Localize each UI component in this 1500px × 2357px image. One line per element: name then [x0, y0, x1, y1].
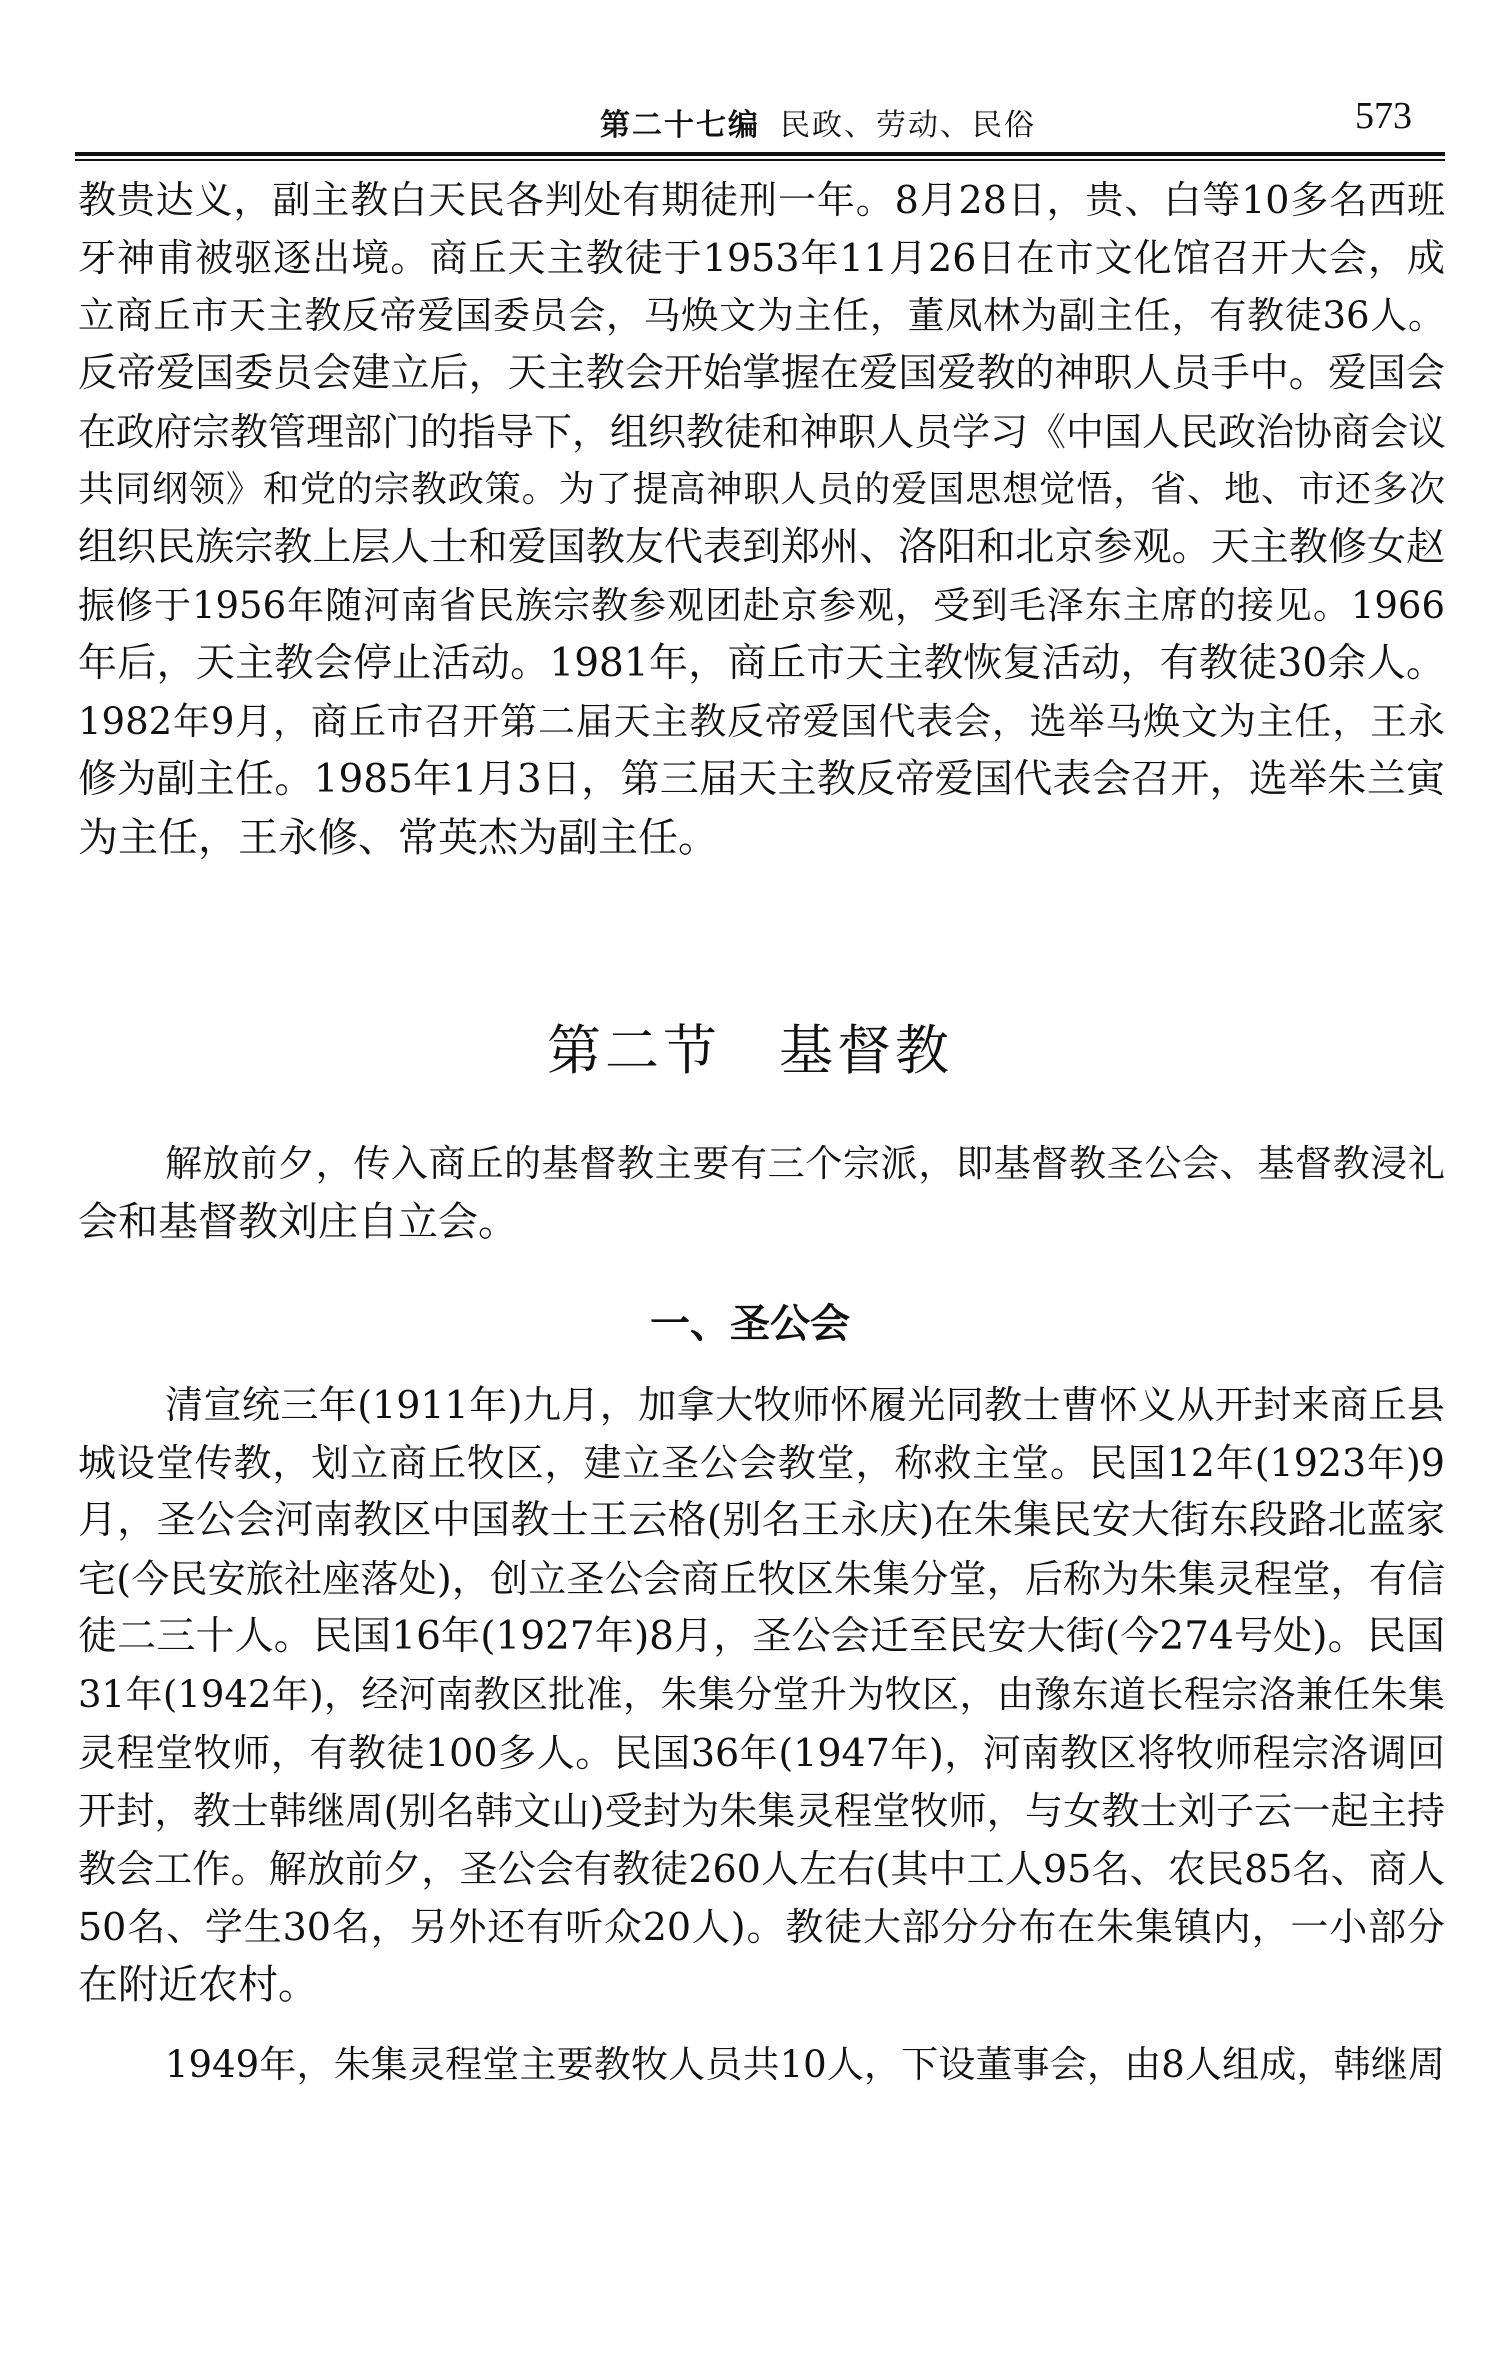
- text-line: 会和基督教刘庄自立会。: [78, 1199, 518, 1245]
- text-line: 解放前夕，传入商丘的基督教主要有三个宗派，即基督教圣公会、基督教浸礼: [165, 1142, 1445, 1185]
- text-line: 宅(今民安旅社座落处)，创立圣公会商丘牧区朱集分堂，后称为朱集灵程堂，有信: [78, 1557, 1445, 1601]
- text-line: 振修于1956年随河南省民族宗教参观团赴京参观，受到毛泽东主席的接见。1966: [78, 584, 1445, 627]
- text-line: 牙神甫被驱逐出境。商丘天主教徒于1953年11月26日在市文化馆召开大会，成: [78, 236, 1445, 280]
- text-line: 清宣统三年(1911年)九月，加拿大牧师怀履光同教士曹怀义从开封来商丘县: [165, 1383, 1445, 1427]
- text-line: 灵程堂牧师，有教徒100多人。民国36年(1947年)，河南教区将牧师程宗洛调回: [78, 1731, 1445, 1775]
- text-line: 立商丘市天主教反帝爱国委员会，马焕文为主任，董凤林为副主任，有教徒36人。: [78, 294, 1445, 337]
- text-line: 共同纲领》和党的宗教政策。为了提高神职人员的爱国思想觉悟，省、地、市还多次: [78, 469, 1445, 510]
- text-line: 在政府宗教管理部门的指导下，组织教徒和神职人员学习《中国人民政治协商会议: [78, 410, 1447, 454]
- text-line: 徒二三十人。民国16年(1927年)8月，圣公会迁至民安大街(今274号处)。民国: [78, 1614, 1445, 1659]
- text-line: 年后，天主教会停止活动。1981年，商丘市天主教恢复活动，有教徒30余人。: [78, 641, 1445, 686]
- text-line: 教会工作。解放前夕，圣公会有教徒260人左右(其中工人95名、农民85名、商人: [78, 1847, 1445, 1891]
- text-line: 50名、学生30名，另外还有听众20人)。教徒大部分分布在朱集镇内，一小部分: [78, 1905, 1445, 1949]
- text-line: 为主任，王永修、常英杰为副主任。: [78, 815, 718, 861]
- text-line: 开封，教士韩继周(别名韩文山)受封为朱集灵程堂牧师，与女教士刘子云一起主持: [78, 1789, 1445, 1833]
- header-rule-thin: [75, 159, 1445, 161]
- section-title: 第二节 基督教: [547, 1019, 953, 1082]
- text-line: 1982年9月，商丘市召开第二届天主教反帝爱国代表会，选举马焕文为主任，王永: [78, 700, 1445, 743]
- subsection-title: 一、圣公会: [650, 1300, 850, 1347]
- header-rule-thick: [75, 152, 1445, 156]
- text-line: 1949年，朱集灵程堂主要教牧人员共10人，下设董事会，由8人组成，韩继周: [165, 2043, 1445, 2086]
- running-header: [0, 95, 1500, 150]
- header-section: 民政、劳动、民俗: [780, 108, 1036, 143]
- text-line: 教贵达义，副主教白天民各判处有期徒刑一年。8月28日，贵、白等10多名西班: [78, 178, 1445, 222]
- text-line: 31年(1942年)，经河南教区批准，朱集分堂升为牧区，由豫东道长程宗洛兼任朱集: [78, 1673, 1445, 1716]
- page-number: 573: [1355, 95, 1412, 137]
- text-line: 组织民族宗教上层人士和爱国教友代表到郑州、洛阳和北京参观。天主教修女赵: [78, 525, 1445, 570]
- text-line: 修为副主任。1985年1月3日，第三届天主教反帝爱国代表会召开，选举朱兰寅: [78, 757, 1445, 802]
- text-line: 反帝爱国委员会建立后，天主教会开始掌握在爱国爱教的神职人员手中。爱国会: [78, 351, 1445, 396]
- header-part: 第二十七编: [600, 108, 760, 143]
- text-line: 月，圣公会河南教区中国教士王云格(别名王永庆)在朱集民安大街东段路北蓝家: [78, 1498, 1445, 1543]
- text-line: 城设堂传教，划立商丘牧区，建立圣公会教堂，称救主堂。民国12年(1923年)9: [78, 1441, 1445, 1485]
- text-line: 在附近农村。: [78, 1962, 318, 2008]
